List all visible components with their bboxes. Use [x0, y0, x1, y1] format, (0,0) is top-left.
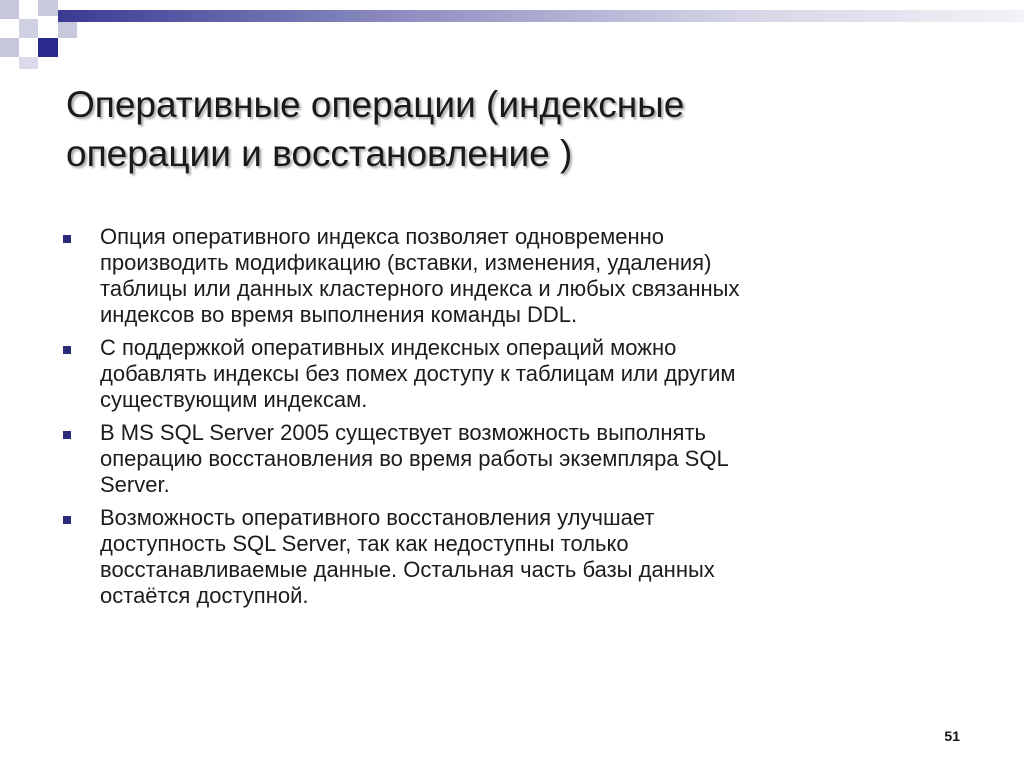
bullet-line: Опция оперативного индекса позволяет одновременно [100, 224, 665, 249]
bullet-line: добавлять индексы без помех доступу к таблицам или другим [100, 361, 736, 386]
bullet-list [58, 224, 958, 616]
square-bullet-icon [63, 235, 71, 243]
header-gradient-bar [58, 10, 1024, 22]
title-line: операции и восстановление ) [66, 133, 573, 174]
bullet-line: индексов во время выполнения команды DDL. [100, 302, 578, 327]
bullet-item [58, 335, 958, 413]
bullet-line: В MS SQL Server 2005 существует возможность выполнять [100, 420, 706, 445]
bullet-line: восстанавливаемые данные. Остальная часть базы данных [100, 557, 715, 582]
decor-square [0, 38, 19, 57]
bullet-line: операцию восстановления во время работы экземпляра SQL [100, 446, 729, 471]
square-bullet-icon [63, 516, 71, 524]
slide-title [66, 80, 966, 178]
bullet-line: таблицы или данных кластерного индекса и любых связанных [100, 276, 740, 301]
title-line: Оперативные операции (индексные [66, 84, 685, 125]
square-bullet-icon [63, 431, 71, 439]
page-number: 51 [944, 728, 960, 744]
bullet-line: производить модификацию (вставки, изменения, удаления) [100, 250, 712, 275]
bullet-item [58, 420, 958, 498]
bullet-line: Server. [100, 472, 170, 497]
decor-square [0, 0, 19, 19]
decor-square [19, 19, 38, 38]
decor-square [19, 57, 38, 69]
bullet-item [58, 224, 958, 328]
bullet-item [58, 505, 958, 609]
bullet-line: доступность SQL Server, так как недоступны только [100, 531, 629, 556]
decor-square [38, 0, 58, 16]
square-bullet-icon [63, 346, 71, 354]
bullet-line: Возможность оперативного восстановления улучшает [100, 505, 655, 530]
bullet-line: С поддержкой оперативных индексных операций можно [100, 335, 677, 360]
bullet-line: существующим индексам. [100, 387, 368, 412]
bullet-line: остаётся доступной. [100, 583, 309, 608]
decor-square-accent [38, 38, 58, 57]
